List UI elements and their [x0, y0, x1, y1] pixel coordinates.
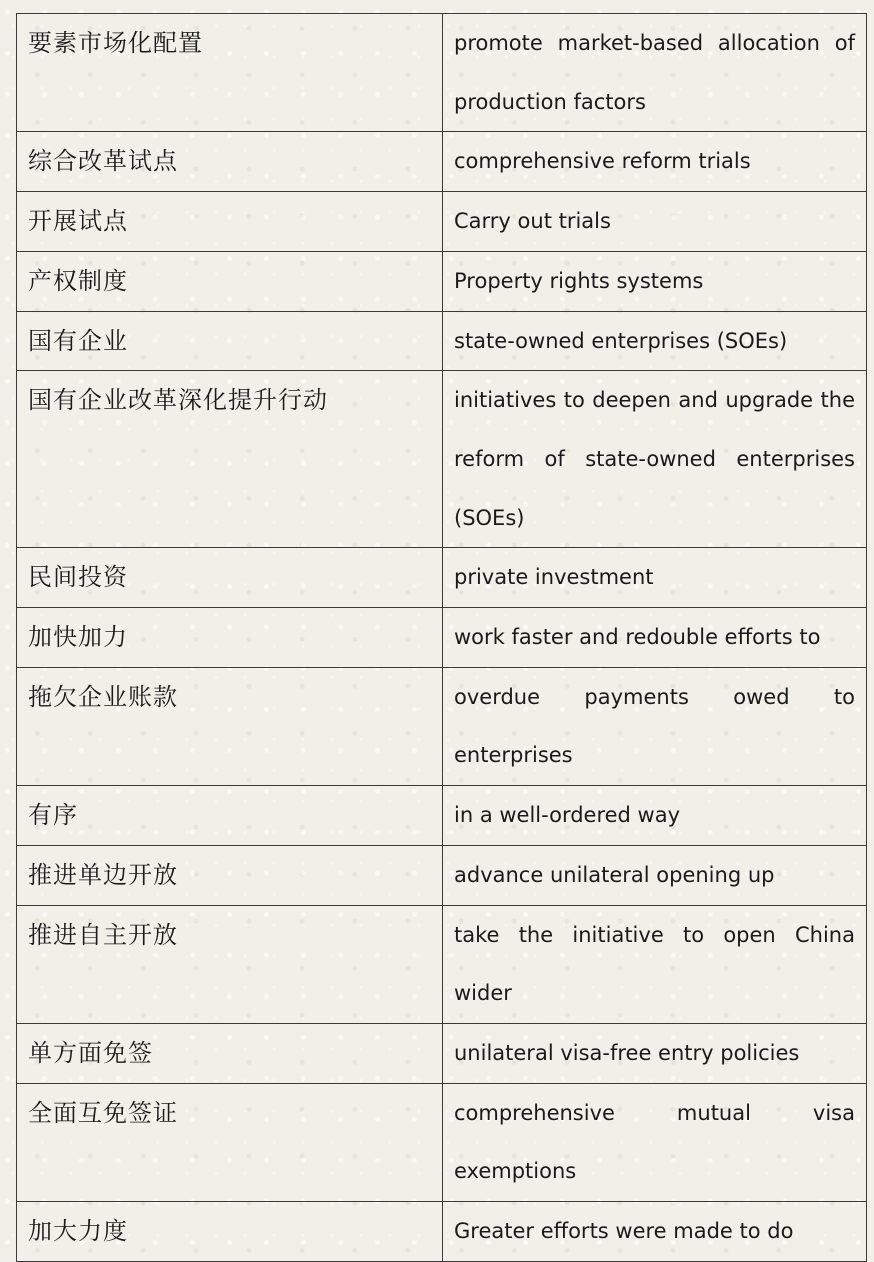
table-row — [17, 14, 867, 132]
table-row — [17, 845, 867, 905]
english-translation: private investment — [443, 548, 867, 608]
chinese-term: 开展试点 — [17, 192, 443, 252]
chinese-term: 推进自主开放 — [17, 905, 443, 1023]
english-translation: advance unilateral opening up — [443, 845, 867, 905]
chinese-term: 加快加力 — [17, 608, 443, 668]
english-translation: comprehensive reform trials — [443, 132, 867, 192]
chinese-term: 推进单边开放 — [17, 845, 443, 905]
chinese-term: 国有企业改革深化提升行动 — [17, 371, 443, 548]
english-translation: take the initiative to open China wider — [443, 905, 867, 1023]
table-row — [17, 548, 867, 608]
chinese-term: 产权制度 — [17, 251, 443, 311]
table-row — [17, 192, 867, 252]
chinese-term: 国有企业 — [17, 311, 443, 371]
table-row — [17, 1023, 867, 1083]
table-row — [17, 251, 867, 311]
english-translation: Property rights systems — [443, 251, 867, 311]
chinese-term: 加大力度 — [17, 1202, 443, 1262]
chinese-term: 单方面免签 — [17, 1023, 443, 1083]
table-row — [17, 371, 867, 548]
table-row — [17, 608, 867, 668]
chinese-term: 拖欠企业账款 — [17, 667, 443, 785]
table-row — [17, 132, 867, 192]
table-row — [17, 311, 867, 371]
english-translation: work faster and redouble efforts to — [443, 608, 867, 668]
table-row — [17, 667, 867, 785]
english-translation: comprehensive mutual visa exemptions — [443, 1083, 867, 1201]
english-translation: unilateral visa-free entry policies — [443, 1023, 867, 1083]
chinese-term: 综合改革试点 — [17, 132, 443, 192]
top-margin — [0, 0, 874, 13]
english-translation: Carry out trials — [443, 192, 867, 252]
table-row — [17, 1083, 867, 1201]
glossary-table — [16, 13, 867, 1262]
english-translation: initiatives to deepen and upgrade the reform of state-owned enterprises (SOEs) — [443, 371, 867, 548]
chinese-term: 全面互免签证 — [17, 1083, 443, 1201]
chinese-term: 有序 — [17, 786, 443, 846]
english-translation: state-owned enterprises (SOEs) — [443, 311, 867, 371]
english-translation: overdue payments owed to enterprises — [443, 667, 867, 785]
chinese-term: 民间投资 — [17, 548, 443, 608]
english-translation: promote market-based allocation of production factors — [443, 14, 867, 132]
english-translation: Greater efforts were made to do — [443, 1202, 867, 1262]
english-translation: in a well-ordered way — [443, 786, 867, 846]
table-row — [17, 1202, 867, 1262]
table-row — [17, 786, 867, 846]
chinese-term: 要素市场化配置 — [17, 14, 443, 132]
table-row — [17, 905, 867, 1023]
